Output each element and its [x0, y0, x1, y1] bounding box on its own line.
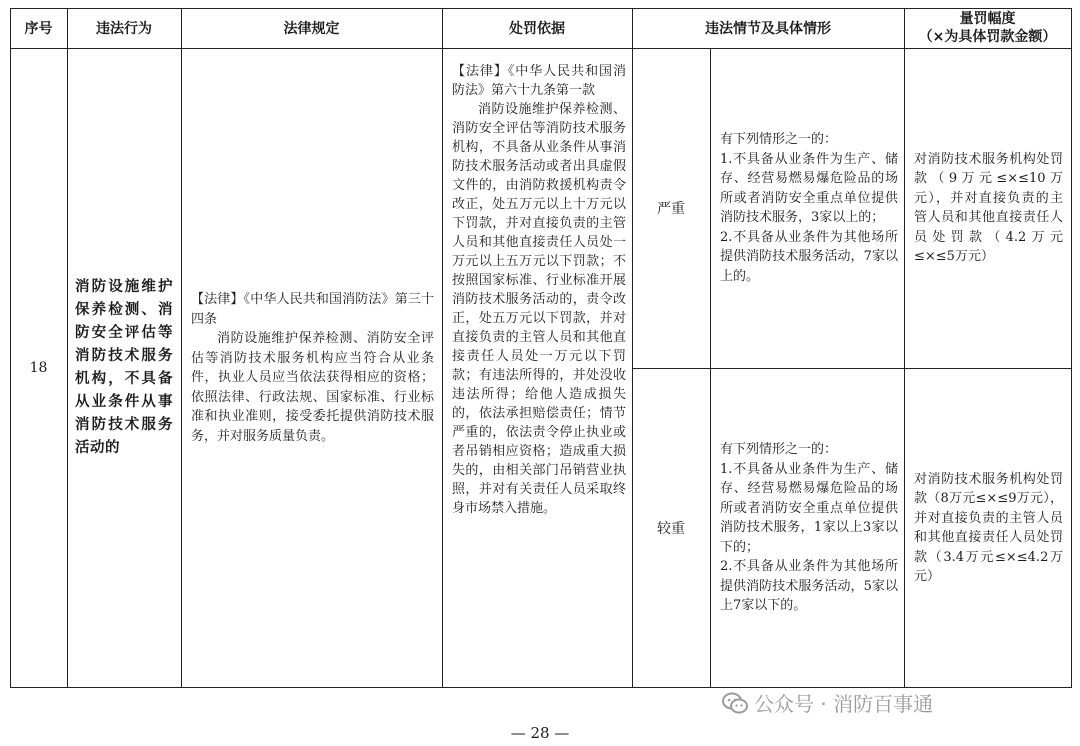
- circumstance-item: 1.不具备从业条件为生产、储存、经营易燃易爆危险品的场所或者消防安全重点单位提供消防技术服务，1家以上3家以下的；: [720, 461, 898, 555]
- header-law: 法律规定: [283, 21, 340, 37]
- page-number: — 28 —: [510, 724, 570, 742]
- law-title: 【法律】《中华人民共和国消防法》第三十四条: [191, 292, 434, 327]
- header-circumstance: 违法情节及具体情形: [705, 21, 831, 37]
- law-body: 消防设施维护保养检测、消防安全评估等消防技术服务机构应当符合从业条件，执业人员应当依法获得相应的资格；依照法律、行政法规、国家标准、行业标准和执业准则，接受委托提供消防技术服务，并对服务质量负责。: [191, 331, 434, 444]
- header-basis: 处罚依据: [509, 21, 565, 37]
- row-basis-cell: [442, 48, 632, 688]
- level-severe: 严重: [657, 201, 685, 217]
- circumstance-severe: [720, 130, 898, 286]
- circumstance-item: 2.不具备从业条件为其他场所提供消防技术服务活动，7家以上的。: [720, 229, 898, 284]
- law-text: [191, 290, 434, 446]
- circumstance-serious-cell: [710, 368, 904, 688]
- header-act: 违法行为: [96, 21, 152, 37]
- basis-title: 【法律】《中华人民共和国消防法》第六十九条第一款: [452, 64, 626, 98]
- row-law-cell: [181, 48, 442, 688]
- circumstance-severe-cell: [710, 48, 904, 368]
- col-line: [1071, 8, 1072, 688]
- penalty-severe: 对消防技术服务机构处罚款（9万元≤×≤10万元），并对直接负责的主管人员和其他直接责任人员处罚款（4.2万元≤×≤5万元）: [914, 151, 1063, 264]
- circumstance-item: 1.不具备从业条件为生产、储存、经营易燃易爆危险品的场所或者消防安全重点单位提供消防技术服务，3家以上的；: [720, 151, 898, 225]
- header-penalty-subtitle: （×为具体罚款金额）: [918, 29, 1057, 45]
- header-seq: 序号: [24, 21, 53, 37]
- penalty-severe-cell: [904, 48, 1071, 368]
- circumstance-item: 2.不具备从业条件为其他场所提供消防技术服务活动，5家以上7家以下的。: [720, 559, 898, 614]
- penalty-serious: 对消防技术服务机构处罚款（8万元≤×≤9万元），并对直接负责的主管人员和其他直接责任人员处罚款（3.4万元≤×≤4.2万元）: [914, 471, 1063, 584]
- row-seq: 18: [29, 360, 48, 376]
- circumstance-serious: [720, 440, 898, 616]
- wechat-icon: [722, 692, 748, 714]
- level-serious: 较重: [657, 521, 685, 537]
- row-act-cell: [67, 48, 181, 688]
- circumstance-intro: 有下列情形之一的：: [720, 132, 838, 147]
- watermark: [722, 688, 933, 717]
- penalty-table: [10, 8, 1072, 688]
- penalty-serious-cell: [904, 368, 1071, 688]
- header-penalty: [904, 8, 1071, 48]
- basis-text: [452, 62, 626, 518]
- watermark-text: 公众号 · 消防百事通: [754, 692, 934, 716]
- header-penalty-title: 量罚幅度: [959, 11, 1016, 27]
- basis-body: 消防设施维护保养检测、消防安全评估等消防技术服务机构，不具备从业条件从事消防技术服务活动或者出具虚假文件的，由消防救援机构责令改正，处五万元以上十万元以下罚款，并对直接负责的主管人员和其他直接责任人员处一万元以上五万元以下罚款；不按照国家标准、行业标准开展消防技术服务活动的，责令改正，处五万元以下罚款，并对直接负责的主管人员和其他直接责任人员处一万元以下罚款；有违法所得的，并处没收违法所得；给他人造成损失的，依法承担赔偿责任；情节严重的，依法责令停止执业或者吊销相应资格；造成重大损失的，由相关部门吊销营业执照，并对有关责任人员采取终身市场禁入措施。: [452, 102, 626, 516]
- circumstance-intro: 有下列情形之一的：: [720, 442, 838, 458]
- row-act: 消防设施维护保养检测、消防安全评估等消防技术服务机构，不具备从业条件从事消防技术服务活动的: [75, 279, 173, 456]
